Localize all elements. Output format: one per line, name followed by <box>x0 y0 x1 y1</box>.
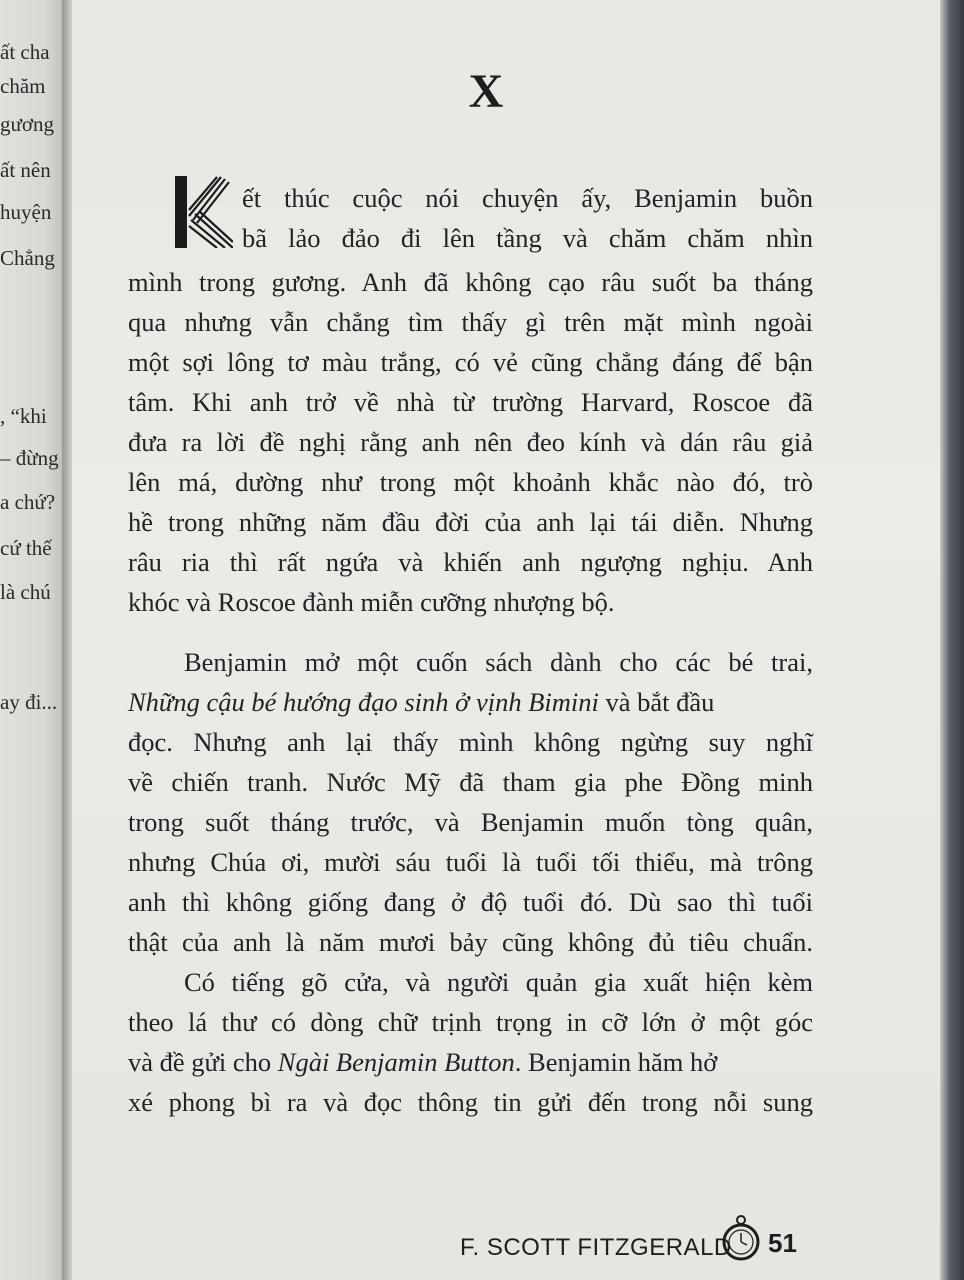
facing-page-fragment: – đừng <box>0 446 59 470</box>
text-line: một sợi lông tơ màu trắng, có vẻ cũng chẳng đáng để bận <box>128 347 813 377</box>
text-line: mình trong gương. Anh đã không cạo râu suốt ba tháng <box>128 267 813 297</box>
text-line: theo lá thư có dòng chữ trịnh trọng in cỡ lớn ở một góc <box>128 1007 813 1037</box>
facing-page-fragment: gương <box>0 112 54 136</box>
running-footer-author: F. SCOTT FITZGERALD <box>460 1234 732 1261</box>
facing-page-fragment: ay đi... <box>0 690 58 714</box>
text-line <box>128 682 813 722</box>
text-line: tâm. Khi anh trở về nhà từ trường Harvard, Roscoe đã <box>128 387 813 417</box>
paragraph-2 <box>128 642 813 722</box>
paragraph-3 <box>128 962 813 1122</box>
text-line: ết thúc cuộc nói chuyện ấy, Benjamin buồn <box>242 183 813 213</box>
pocket-watch-icon <box>718 1214 764 1262</box>
paragraph-1 <box>128 262 813 622</box>
text-line: râu ria thì rất ngứa và khiến anh ngượng nghịu. Anh <box>128 547 813 577</box>
facing-page-fragment: a chứ? <box>0 490 56 514</box>
facing-page-fragment: , “khi <box>0 404 47 428</box>
chapter-number: X <box>468 65 504 118</box>
text-line: về chiến tranh. Nước Mỹ đã tham gia phe Đồng minh <box>128 767 813 797</box>
text-line: khóc và Roscoe đành miễn cưỡng nhượng bộ. <box>128 587 615 617</box>
facing-page-fragment: ất cha <box>0 40 50 64</box>
facing-page-fragment: chăm <box>0 74 46 98</box>
text-line: Benjamin mở một cuốn sách dành cho các bé trai, <box>184 647 813 677</box>
text-line: thật của anh là năm mươi bảy cũng không đủ tiêu chuẩn. <box>128 927 813 957</box>
text-line: hề trong những năm đầu đời của anh lại tái diễn. Nhưng <box>128 507 813 537</box>
text-fragment: và bắt đầu <box>598 687 715 717</box>
text-line: qua nhưng vẫn chẳng tìm thấy gì trên mặt mình ngoài <box>128 307 813 337</box>
page-number: 51 <box>768 1228 797 1258</box>
addressee-italic: Ngài Benjamin Button <box>277 1047 515 1077</box>
paragraph-1-opening <box>242 178 813 258</box>
book-title-italic: Những cậu bé hướng đạo sinh ở vịnh Bimini <box>128 687 599 717</box>
facing-page-fragment: huyện <box>0 200 52 224</box>
text-line <box>128 1042 813 1082</box>
facing-page <box>0 0 66 1280</box>
facing-page-fragment: Chẳng <box>0 246 55 270</box>
facing-page-fragment: là chú <box>0 580 51 604</box>
facing-page-fragment: ất nên <box>0 158 51 182</box>
facing-page-fragment: cứ thế <box>0 536 52 560</box>
text-line: lên má, dường như trong một khoảnh khắc nào đó, trò <box>128 467 813 497</box>
drop-cap-k <box>175 176 233 248</box>
text-fragment: và đề gửi cho <box>128 1047 278 1077</box>
text-line: Có tiếng gõ cửa, và người quản gia xuất hiện kèm <box>184 967 813 997</box>
text-line: bã lảo đảo đi lên tầng và chăm chăm nhìn <box>242 223 813 253</box>
text-line: nhưng Chúa ơi, mười sáu tuổi là tuổi tối thiểu, mà trông <box>128 847 813 877</box>
text-line: trong suốt tháng trước, và Benjamin muốn tòng quân, <box>128 807 813 837</box>
paragraph-2-body <box>128 722 813 962</box>
text-line: đưa ra lời đề nghị rằng anh nên đeo kính và dán râu giả <box>128 427 813 457</box>
text-line: anh thì không giống đang ở độ tuổi đó. Dù sao thì tuổi <box>128 887 813 917</box>
text-fragment: . Benjamin hăm hở <box>514 1047 718 1077</box>
page-edge <box>940 0 964 1280</box>
text-line: xé phong bì ra và đọc thông tin gửi đến trong nỗi sung <box>128 1087 813 1117</box>
text-line: đọc. Nhưng anh lại thấy mình không ngừng suy nghĩ <box>128 727 813 757</box>
